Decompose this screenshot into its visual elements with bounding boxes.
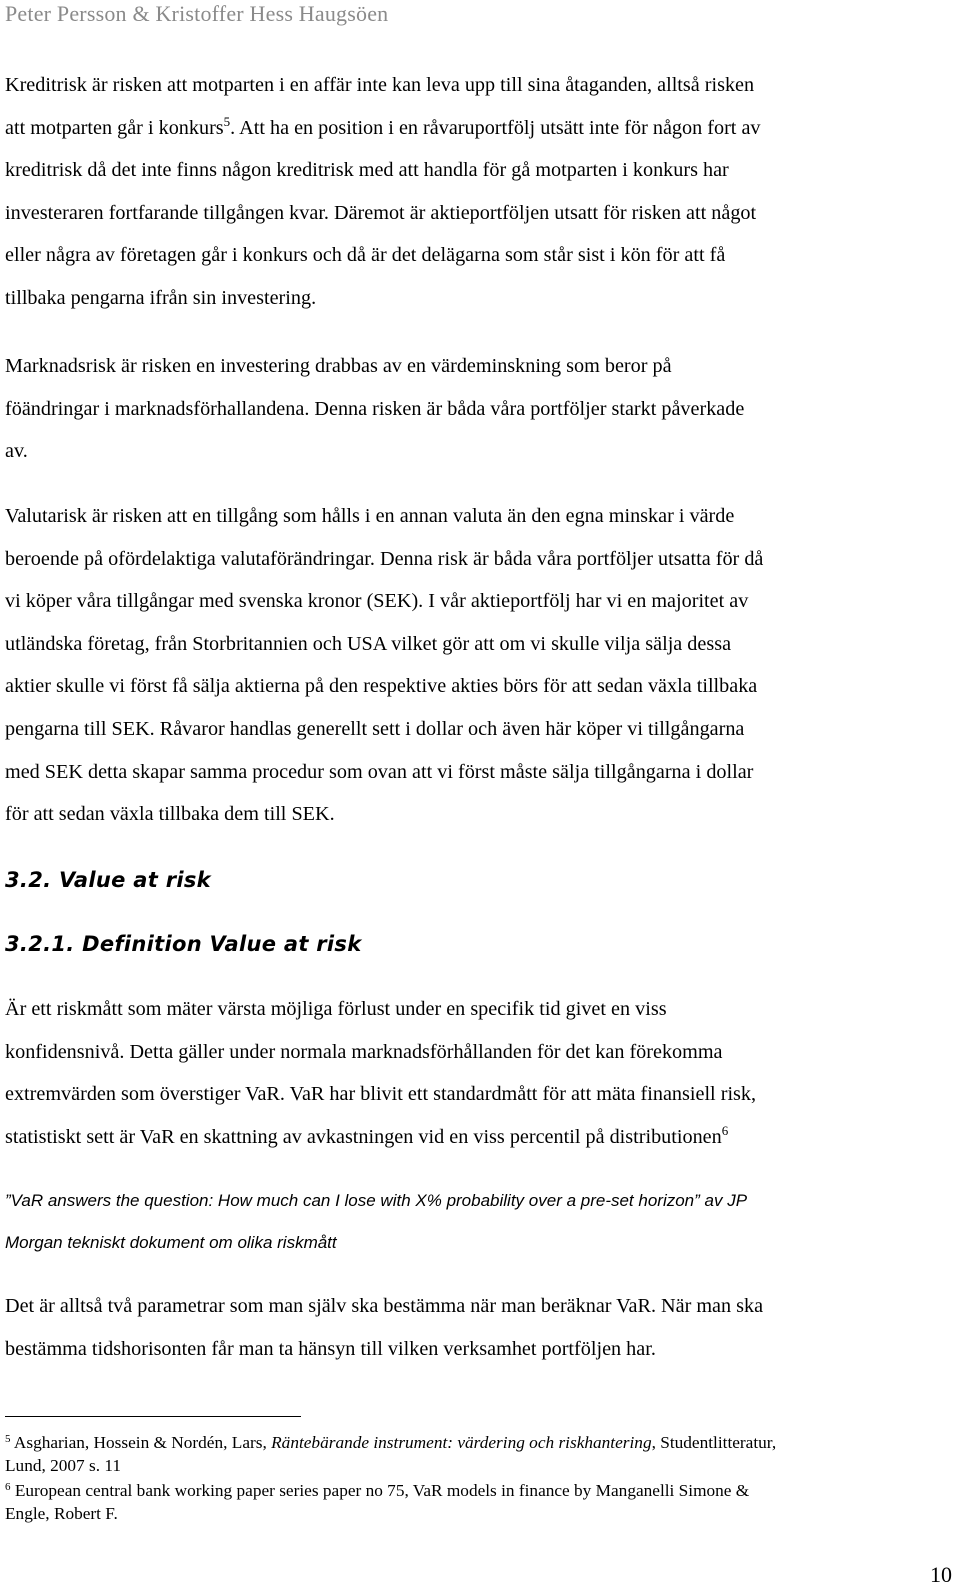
running-header: Peter Persson & Kristoffer Hess Haugsöen: [5, 1, 389, 26]
text-line: bestämma tidshorisonten får man ta hänsyn till vilken verksamhet portföljen har.: [5, 1337, 656, 1360]
footnote-line: Lund, 2007 s. 11: [5, 1455, 122, 1475]
paragraph-kreditrisk: [5, 64, 955, 320]
text-segment: , Studentlitteratur,: [651, 1433, 777, 1452]
footnote-ref-5: 5: [223, 113, 231, 129]
section-heading-3-2: 3.2. Value at risk: [5, 868, 211, 892]
footnote-line: [5, 1480, 955, 1503]
footnote-line: [5, 1432, 955, 1455]
footnote-separator: [5, 1416, 301, 1417]
paragraph-marknadsrisk: [5, 345, 955, 473]
text-line: extremvärden som överstiger VaR. VaR har blivit ett standardmått för att mäta finansiell risk,: [5, 1083, 757, 1106]
quote-block: [5, 1180, 955, 1264]
text-line: [5, 1116, 955, 1159]
section-heading-3-2-1: 3.2.1. Definition Value at risk: [5, 932, 362, 956]
book-title: Räntebärande instrument: värdering och riskhantering: [271, 1433, 652, 1452]
footnote-number: 6: [5, 1481, 11, 1493]
page-number: 10: [930, 1562, 952, 1587]
footnote-ref-6: 6: [721, 1122, 729, 1138]
paragraph-valutarisk: [5, 495, 955, 836]
footnote-line: Engle, Robert F.: [5, 1503, 118, 1523]
text-line: investeraren fortfarande tillgången kvar. Däremot är aktieportföljen utsatt för risken att något: [5, 201, 757, 224]
text-line: Marknadsrisk är risken en investering drabbas av en värdeminskning som beror på: [5, 355, 672, 377]
text-line: aktier skulle vi först få sälja aktierna på den respektive akties börs för att sedan växla tillbaka: [5, 675, 758, 698]
text-line: för att sedan växla tillbaka dem till SEK.: [5, 803, 335, 826]
quote-line: Morgan tekniskt dokument om olika riskmått: [5, 1233, 337, 1252]
text-line: konfidensnivå. Detta gäller under normala marknadsförhållanden för det kan förekomma: [5, 1040, 723, 1063]
text-line: föändringar i marknadsförhallandena. Denna risken är båda våra portföljer starkt påverkade: [5, 397, 745, 420]
text-line: pengarna till SEK. Råvaror handlas generellt sett i dollar och även här köper vi tillgångarna: [5, 717, 745, 740]
text-segment: . Att ha en position i en råvaruportfölj utsätt inte för någon fort av: [230, 116, 761, 139]
text-line: Är ett riskmått som mäter värsta möjliga förlust under en specifik tid givet en viss: [5, 998, 667, 1020]
footnote-number: 5: [5, 1433, 11, 1445]
paragraph-definition: [5, 988, 955, 1158]
text-line: kreditrisk då det inte finns någon kreditrisk med att handla för gå motparten i konkurs har: [5, 159, 729, 182]
footnote-6: [5, 1480, 955, 1525]
text-line: tillbaka pengarna ifrån sin investering.: [5, 286, 317, 309]
text-segment: Asgharian, Hossein & Nordén, Lars,: [10, 1433, 272, 1452]
text-line: utländska företag, från Storbritannien och USA vilket gör att om vi skulle vilja sälja dessa: [5, 632, 732, 655]
footnote-5: [5, 1432, 955, 1477]
quote-line: ”VaR answers the question: How much can I lose with X% probability over a pre-set horizon” av JP: [5, 1191, 748, 1210]
text-segment: att motparten går i konkurs: [5, 116, 224, 139]
paragraph-parametrar: [5, 1285, 955, 1370]
text-line: Kreditrisk är risken att motparten i en affär inte kan leva upp till sina åtaganden, alltså risken: [5, 74, 755, 96]
text-line: vi köper våra tillgångar med svenska kronor (SEK). I vår aktieportfölj har vi en majoritet av: [5, 590, 749, 613]
text-line: eller några av företagen går i konkurs och då är det delägarna som står sist i kön för att få: [5, 244, 726, 267]
text-line: med SEK detta skapar samma procedur som ovan att vi först måste sälja tillgångarna i dollar: [5, 760, 754, 783]
text-segment: European central bank working paper series paper no 75, VaR models in finance by Manganelli Simone &: [10, 1481, 750, 1500]
text-line: [5, 107, 955, 150]
text-segment: statistiskt sett är VaR en skattning av avkastningen vid en viss percentil på distributionen: [5, 1125, 722, 1148]
text-line: beroende på ofördelaktiga valutaförändringar. Denna risk är båda våra portföljer utsatta för då: [5, 547, 764, 570]
text-line: av.: [5, 440, 28, 463]
text-line: Valutarisk är risken att en tillgång som hålls i en annan valuta än den egna minskar i värde: [5, 505, 735, 527]
text-line: Det är alltså två parametrar som man själv ska bestämma när man beräknar VaR. När man ska: [5, 1295, 764, 1317]
